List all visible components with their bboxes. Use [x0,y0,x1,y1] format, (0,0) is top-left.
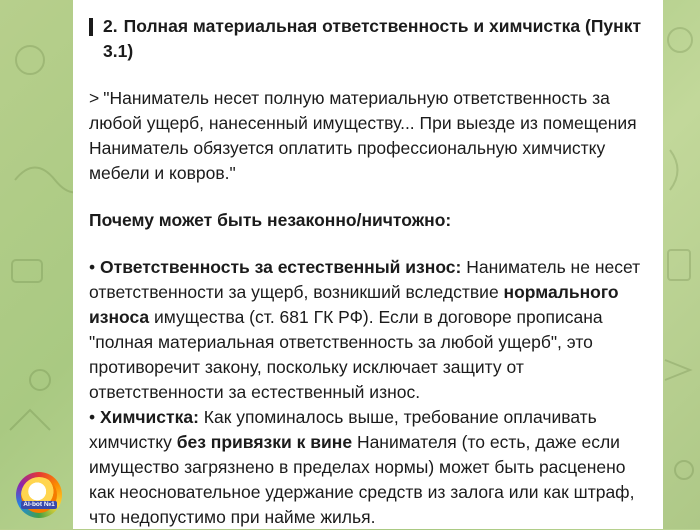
bullet-text: Наниматель не несет ответственности за ущерб, возникший вследствие [89,257,641,302]
bullet-emphasis: нормального износа [89,282,619,327]
bullet-emphasis: без привязки к вине [176,432,353,452]
bullet-text: имущества (ст. 681 ГК РФ). Если в договоре прописана "полная материальная ответственность за любой ущерб", это противоречит закону, поскольку исключает защиту от ответственности за естественный износ. [89,307,603,402]
bullet-item-wear [89,255,647,405]
quoted-clause-text: "Наниматель несет полную материальную ответственность за любой ущерб, нанесенный имуществу... При выезде из помещения Наниматель обязуется оплатить профессиональную химчистку мебели и ковров." [89,88,637,183]
bullet-title: Химчистка: [100,407,199,427]
quoted-clause [89,86,647,186]
bullet-title: Ответственность за естественный износ: [100,257,462,277]
bot-logo-icon [21,477,57,513]
bot-avatar[interactable] [16,472,62,518]
bullet-marker: • [89,407,96,427]
bullet-marker: • [89,257,96,277]
quote-marker: > [89,88,100,108]
heading-number: 2. [103,16,118,36]
reason-subheading: Почему может быть незаконно/ничтожно: [89,210,452,230]
bar-marker-icon [89,18,93,36]
section-heading [89,14,647,64]
heading-text: Полная материальная ответственность и химчистка (Пункт 3.1) [103,16,642,61]
avatar-label: AI-bot №1 [23,501,55,508]
message-bubble [73,0,663,529]
bullet-text: Как упоминалось выше, требование оплачивать химчистку [89,407,597,452]
bullet-text: Нанимателя (то есть, даже если имущество загрязнено в пределах нормы) может быть расценено как неосновательное удержание средств из залога или как штраф, что недопустимо при найме жилья. [89,432,635,527]
bullet-item-drycleaning [89,405,647,530]
